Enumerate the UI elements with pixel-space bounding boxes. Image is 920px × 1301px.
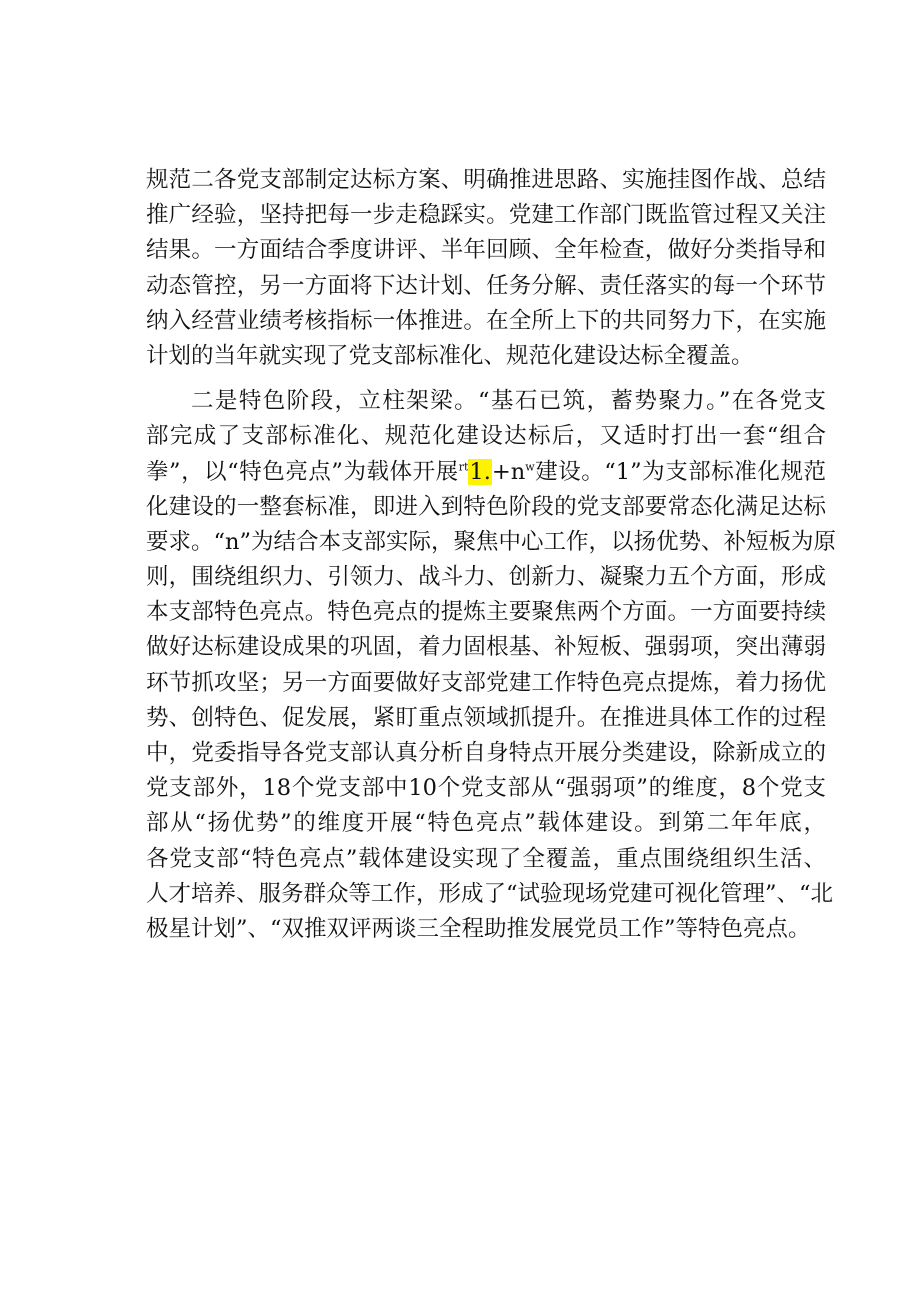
text-line: 各党支部“特色亮点”载体建设实现了全覆盖，重点围绕组织生活、 bbox=[146, 845, 826, 872]
paragraph-2 bbox=[146, 384, 836, 947]
text-line: 计划的当年就实现了党支部标准化、规范化建设达标全覆盖。 bbox=[146, 342, 754, 369]
text-line: 纳入经营业绩考核指标一体推进。在全所上下的共同努力下，在实施 bbox=[146, 307, 826, 334]
text-line: 本支部特色亮点。特色亮点的提炼主要聚焦两个方面。一方面要持续 bbox=[146, 599, 826, 626]
text-line: 中，党委指导各党支部认真分析自身特点开展分类建设，除新成立的 bbox=[146, 740, 826, 766]
text-segment: 建设。“1”为支部标准化规范 bbox=[534, 458, 826, 485]
text-line: 则，围绕组织力、引领力、战斗力、创新力、凝聚力五个方面，形成 bbox=[146, 564, 826, 591]
paragraph-1 bbox=[146, 163, 826, 374]
highlighted-text: 1. bbox=[469, 458, 491, 485]
text-segment: +n bbox=[491, 458, 526, 485]
text-line: 党支部外，18个党支部中10个党支部从“强弱项”的维度，8个党支 bbox=[146, 775, 826, 802]
text-line: 推广经验，坚持把每一步走稳踩实。党建工作部门既监管过程又关注 bbox=[146, 202, 826, 229]
paragraph-spacer bbox=[146, 374, 826, 384]
body-text bbox=[146, 163, 836, 947]
superscript-mark: rt bbox=[458, 460, 469, 473]
text-line: 势、创特色、促发展，紧盯重点领域抓提升。在推进具体工作的过程 bbox=[146, 704, 826, 731]
text-line-indented: 二是特色阶段，立柱架梁。“基石已筑，蓄势聚力。”在各党支 bbox=[191, 388, 826, 415]
text-line-with-highlight bbox=[146, 455, 826, 490]
text-line: 规范二各党支部制定达标方案、明确推进思路、实施挂图作战、总结 bbox=[146, 167, 826, 193]
text-line: 结果。一方面结合季度讲评、半年回顾、全年检查，做好分类指导和 bbox=[146, 237, 826, 264]
text-line: 人才培养、服务群众等工作，形成了“试验现场党建可视化管理”、“北 bbox=[146, 880, 834, 907]
text-line: 环节抓攻坚；另一方面要做好支部党建工作特色亮点提炼，着力扬优 bbox=[146, 669, 826, 696]
text-line: 极星计划”、“双推双评两谈三全程助推发展党员工作”等特色亮点。 bbox=[146, 915, 811, 942]
text-line: 做好达标建设成果的巩固，着力固根基、补短板、强弱项，突出薄弱 bbox=[146, 634, 826, 661]
text-line: 动态管控，另一方面将下达计划、任务分解、责任落实的每一个环节 bbox=[146, 272, 826, 299]
text-line: 化建设的一整套标准，即进入到特色阶段的党支部要常态化满足达标 bbox=[146, 493, 826, 520]
text-line: 部完成了支部标准化、规范化建设达标后，又适时打出一套“组合 bbox=[146, 423, 826, 450]
text-line: 要求。“n”为结合本支部实际，聚焦中心工作，以扬优势、补短板为原 bbox=[146, 528, 836, 555]
superscript-mark: w bbox=[525, 460, 535, 473]
text-segment: 拳”，以“特色亮点”为载体开展 bbox=[146, 458, 459, 485]
text-line: 部从“扬优势”的维度开展“特色亮点”载体建设。到第二年年底， bbox=[146, 810, 826, 837]
